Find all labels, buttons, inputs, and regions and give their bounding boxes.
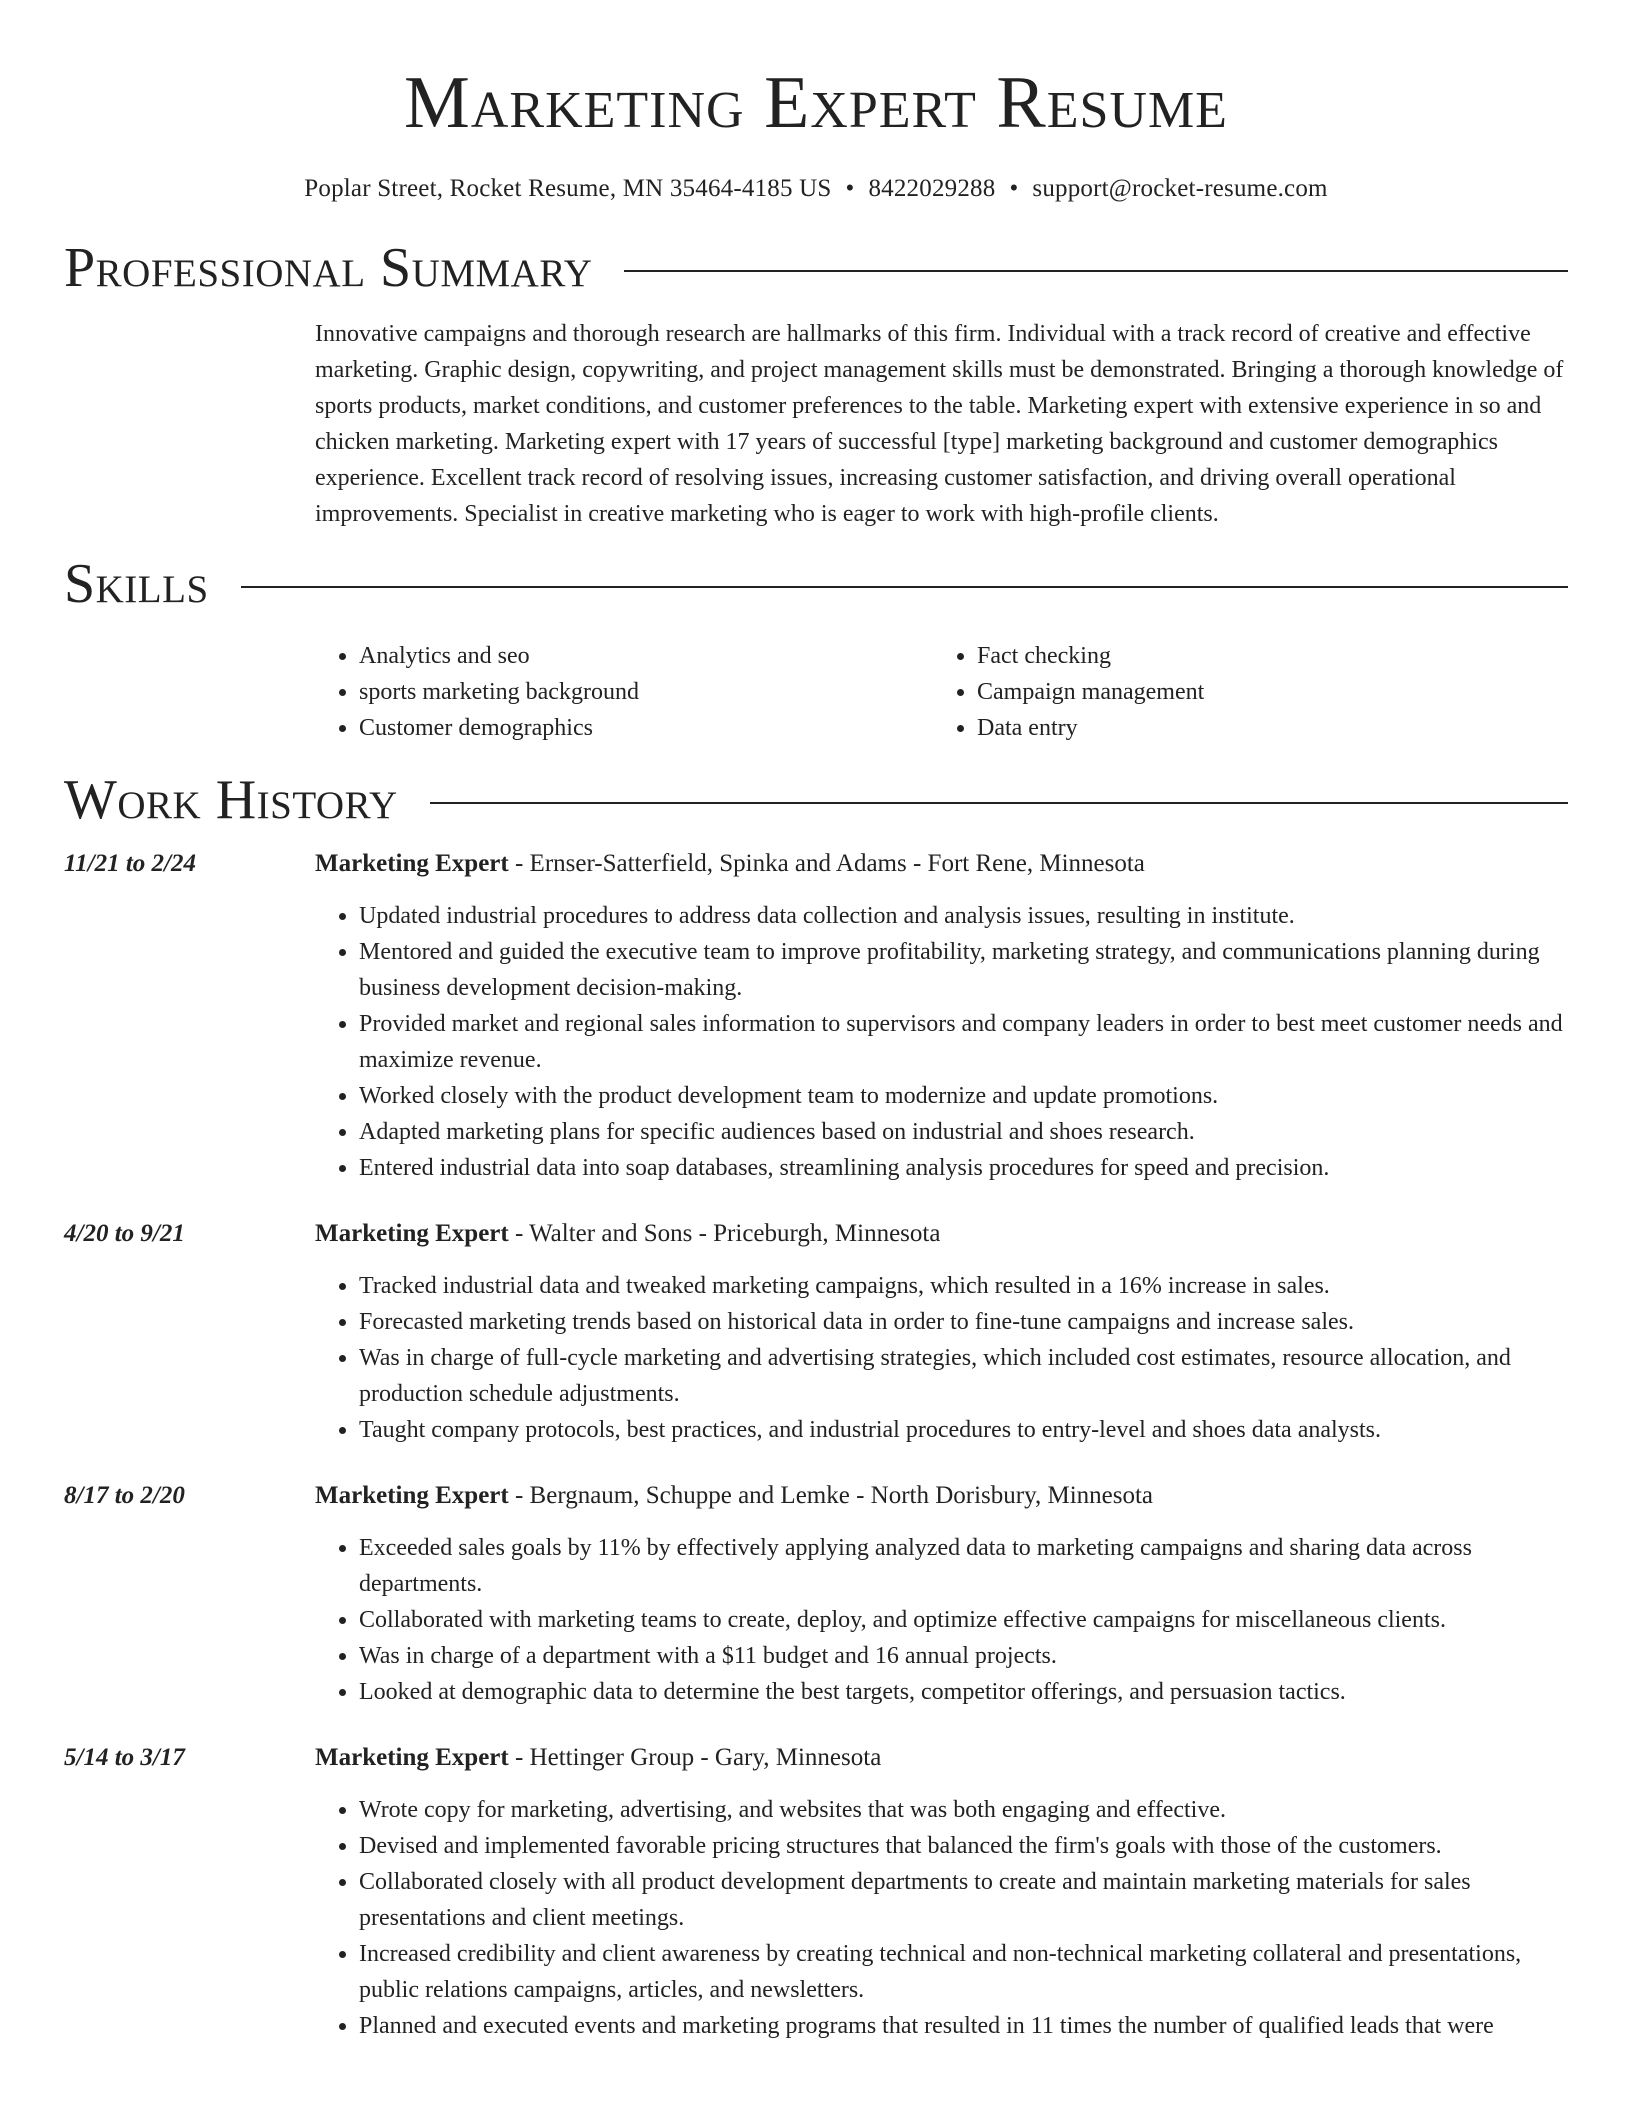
job-body: [315, 1740, 1568, 2044]
job-bullet: • Collaborated closely with all product development departments to create and maintain marketing materials for sales presentations and client meetings.: [359, 1864, 1568, 1936]
job-bullet: • Devised and implemented favorable pricing structures that balanced the firm's goals with those of the customers.: [359, 1828, 1568, 1864]
job-bullet: • Was in charge of a department with a $11 budget and 16 annual projects.: [359, 1638, 1568, 1674]
job-bullets: [315, 1792, 1568, 2044]
job-body: [315, 846, 1568, 1186]
resume-title: Marketing Expert Resume: [404, 62, 1228, 144]
section-divider: [430, 802, 1568, 804]
contact-separator: •: [1009, 175, 1019, 202]
job-role: Marketing Expert: [315, 1744, 509, 1771]
job-dates: 4/20 to 9/21: [64, 1220, 185, 1247]
job-bullet: • Entered industrial data into soap databases, streamlining analysis procedures for speed and precision.: [359, 1150, 1568, 1186]
summary-text: Innovative campaigns and thorough research are hallmarks of this firm. Individual with a track record of creative and effective marketing. Graphic design, copywriting, and project management skills must be demonstrated. Bringing a thorough knowledge of sports products, market conditions, and customer preferences to the table. Marketing expert with extensive experience in so and chicken marketing. Marketing expert with 17 years of successful [type] marketing background and customer demographics experience. Excellent track record of resolving issues, increasing customer satisfaction, and driving overall operational improvements. Specialist in creative marketing who is eager to work with high-profile clients.: [315, 321, 1564, 527]
contact-email: support@rocket-resume.com: [1032, 175, 1328, 202]
job-entry: [64, 1740, 1568, 2044]
job-bullet: • Exceeded sales goals by 11% by effectively applying analyzed data to marketing campaigns and sharing data across departments.: [359, 1530, 1568, 1602]
resume-page: [64, 0, 1568, 2044]
job-header: [315, 846, 1568, 882]
job-body: [315, 1216, 1568, 1448]
skill-item: • Data entry: [977, 710, 1551, 746]
job-bullet: • Provided market and regional sales information to supervisors and company leaders in order to best meet customer needs and maximize revenue.: [359, 1006, 1568, 1078]
summary-section-header: [64, 236, 1568, 300]
job-role: Marketing Expert: [315, 1482, 509, 1509]
job-bullet: • Mentored and guided the executive team to improve profitability, marketing strategy, and communications planning during business development decision-making.: [359, 934, 1568, 1006]
job-body: [315, 1478, 1568, 1710]
job-bullets: [315, 898, 1568, 1186]
job-bullet: • Updated industrial procedures to address data collection and analysis issues, resulting in institute.: [359, 898, 1568, 934]
work-section-header: [64, 768, 1568, 832]
section-divider: [624, 270, 1568, 272]
job-bullet: • Taught company protocols, best practices, and industrial procedures to entry-level and shoes data analysts.: [359, 1412, 1568, 1448]
skill-item: • sports marketing background: [359, 674, 933, 710]
skills-column-right: [933, 638, 1551, 746]
job-entry: [64, 1478, 1568, 1710]
job-details: - Walter and Sons - Priceburgh, Minnesota: [508, 1220, 941, 1247]
job-bullet: • Planned and executed events and marketing programs that resulted in 11 times the number of qualified leads that were: [359, 2008, 1568, 2044]
job-bullet: • Was in charge of full-cycle marketing and advertising strategies, which included cost estimates, resource allocation, and production schedule adjustments.: [359, 1340, 1568, 1412]
job-header: [315, 1740, 1568, 1776]
skills-heading: Skills: [64, 553, 209, 615]
job-entry: [64, 846, 1568, 1186]
job-role: Marketing Expert: [315, 1220, 509, 1247]
section-divider: [241, 586, 1568, 588]
job-entry: [64, 1216, 1568, 1448]
job-bullet: • Wrote copy for marketing, advertising, and websites that was both engaging and effective.: [359, 1792, 1568, 1828]
summary-heading: Professional Summary: [64, 237, 593, 299]
work-heading: Work History: [64, 769, 398, 831]
skill-item: • Analytics and seo: [359, 638, 933, 674]
job-header: [315, 1478, 1568, 1514]
contact-line: [64, 172, 1568, 206]
skills-column-left: [315, 638, 933, 746]
job-bullet: • Worked closely with the product development team to modernize and update promotions.: [359, 1078, 1568, 1114]
job-bullet: • Looked at demographic data to determine the best targets, competitor offerings, and persuasion tactics.: [359, 1674, 1568, 1710]
job-bullet: • Adapted marketing plans for specific audiences based on industrial and shoes research.: [359, 1114, 1568, 1150]
contact-address: Poplar Street, Rocket Resume, MN 35464-4185 US: [304, 175, 832, 202]
job-dates: 11/21 to 2/24: [64, 850, 196, 877]
job-bullet: • Forecasted marketing trends based on historical data in order to fine-tune campaigns and increase sales.: [359, 1304, 1568, 1340]
skills-list: [315, 638, 1568, 746]
job-bullet: • Collaborated with marketing teams to create, deploy, and optimize effective campaigns for miscellaneous clients.: [359, 1602, 1568, 1638]
job-details: - Ernser-Satterfield, Spinka and Adams - Fort Rene, Minnesota: [508, 850, 1145, 877]
skills-section-header: [64, 552, 1568, 616]
job-bullets: [315, 1268, 1568, 1448]
job-details: - Bergnaum, Schuppe and Lemke - North Dorisbury, Minnesota: [508, 1482, 1154, 1509]
job-header: [315, 1216, 1568, 1252]
job-details: - Hettinger Group - Gary, Minnesota: [508, 1744, 882, 1771]
skill-item: • Fact checking: [977, 638, 1551, 674]
job-bullets: [315, 1530, 1568, 1710]
contact-separator: •: [845, 175, 855, 202]
skill-item: • Customer demographics: [359, 710, 933, 746]
job-dates: 8/17 to 2/20: [64, 1482, 185, 1509]
job-bullet: • Tracked industrial data and tweaked marketing campaigns, which resulted in a 16% increase in sales.: [359, 1268, 1568, 1304]
job-dates: 5/14 to 3/17: [64, 1744, 185, 1771]
job-role: Marketing Expert: [315, 850, 509, 877]
skill-item: • Campaign management: [977, 674, 1551, 710]
job-bullet: • Increased credibility and client awareness by creating technical and non-technical marketing collateral and presentations, public relations campaigns, articles, and newsletters.: [359, 1936, 1568, 2008]
contact-phone: 8422029288: [868, 175, 996, 202]
